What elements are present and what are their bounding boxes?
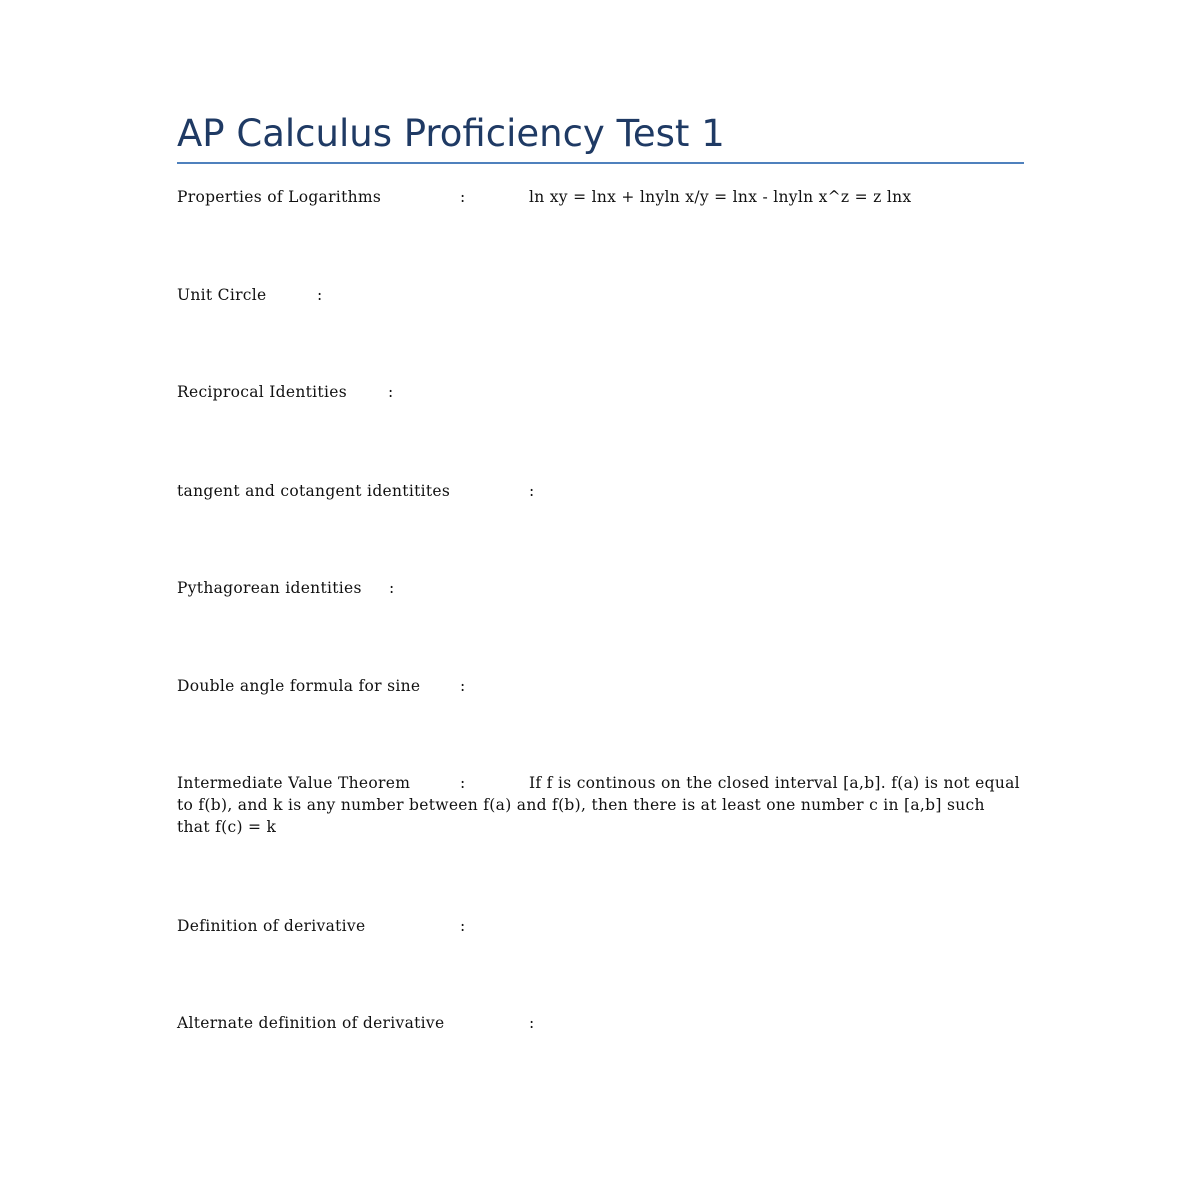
entry-term: Double angle formula for sine (177, 677, 421, 695)
entry-colon: : (460, 774, 466, 792)
entry-colon: : (317, 286, 323, 304)
entry-pythagorean-identities (177, 577, 1024, 599)
title-underline (177, 162, 1024, 164)
entry-term: Intermediate Value Theorem (177, 774, 411, 792)
document-title: AP Calculus Proficiency Test 1 (177, 112, 725, 155)
entry-alternate-definition-of-derivative (177, 1012, 1024, 1034)
entry-term: Alternate definition of derivative (177, 1014, 445, 1032)
entry-reciprocal-identities (177, 381, 1024, 403)
entry-colon: : (460, 917, 466, 935)
entry-colon: : (388, 383, 394, 401)
entry-colon: : (529, 1014, 535, 1032)
entry-intermediate-value-theorem (177, 772, 1024, 838)
entry-definition-of-derivative (177, 915, 1024, 937)
entry-term: Pythagorean identities (177, 579, 362, 597)
entry-colon: : (529, 482, 535, 500)
entry-definition: If f is continous on the closed interval [a,b]. f(a) is not equal to f(b), and k is any number between f(a) and f(b), then there is at least one number c in [a,b] such that f(c) = k (177, 774, 1020, 836)
entry-double-angle-sine (177, 675, 1024, 697)
entry-tangent-cotangent (177, 480, 1024, 502)
entry-definition: ln xy = lnx + lnyln x/y = lnx - lnyln x^z = z lnx (529, 188, 912, 206)
entry-colon: : (389, 579, 395, 597)
entry-colon: : (460, 677, 466, 695)
entry-logarithms (177, 186, 1024, 208)
entry-term: Properties of Logarithms (177, 188, 382, 206)
entry-term: Definition of derivative (177, 917, 366, 935)
entry-colon: : (460, 188, 466, 206)
entry-term: Unit Circle (177, 286, 267, 304)
entry-term: Reciprocal Identities (177, 383, 347, 401)
entry-term: tangent and cotangent identitites (177, 482, 451, 500)
entry-unit-circle (177, 284, 1024, 306)
